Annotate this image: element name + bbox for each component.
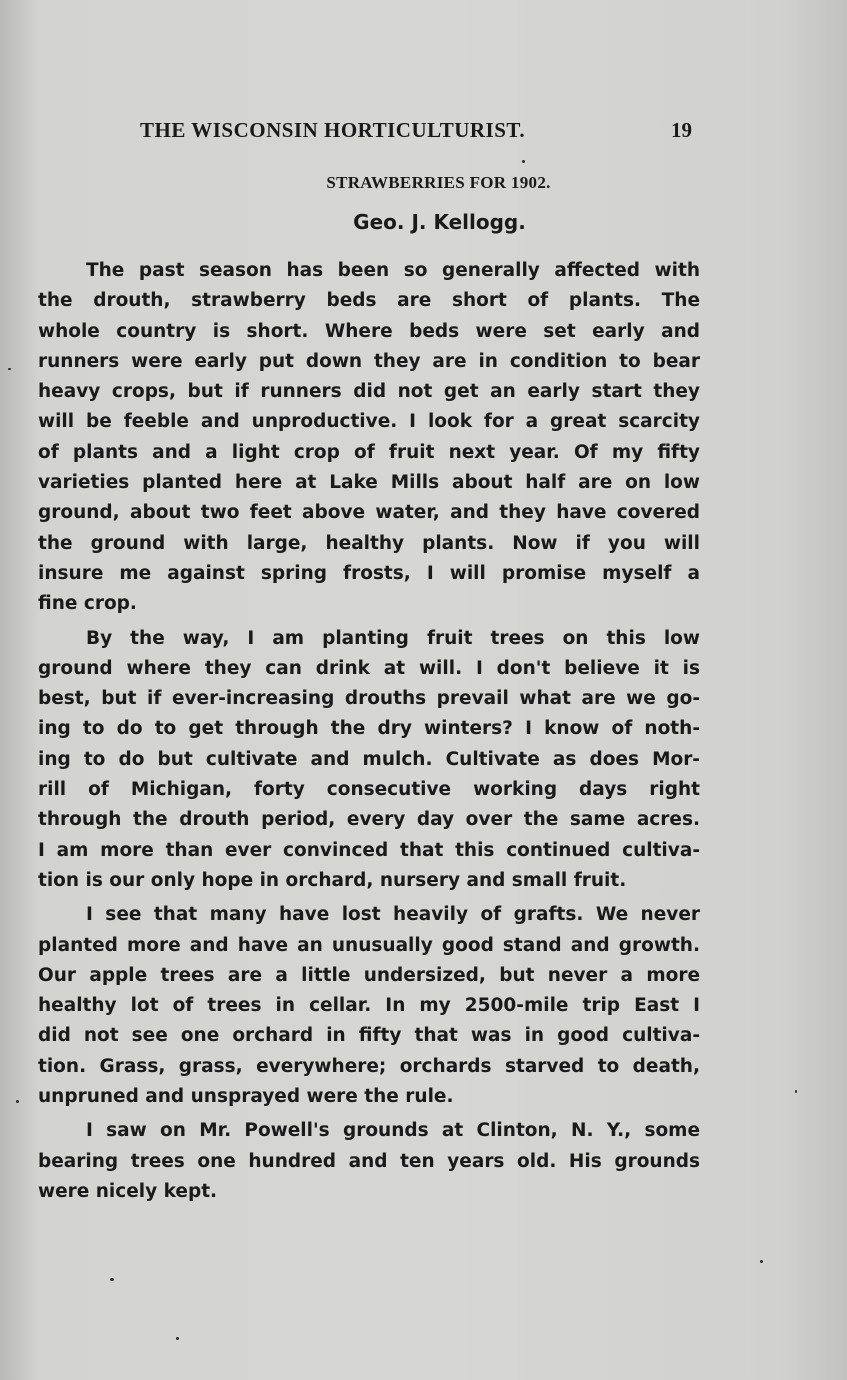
text-line: varieties planted here at Lake Mills about half are on low bbox=[38, 472, 700, 494]
text-line: Our apple trees are a little undersized, but never a more bbox=[38, 964, 700, 986]
text-line: ground, about two feet above water, and they have covered bbox=[38, 502, 700, 524]
text-line: the drouth, strawberry beds are short of plants. The bbox=[38, 290, 700, 312]
paragraph bbox=[38, 900, 700, 1112]
paragraph bbox=[38, 256, 700, 620]
text-line: rill of Michigan, forty consecutive working days right bbox=[38, 779, 700, 801]
text-line: were nicely kept. bbox=[38, 1180, 218, 1202]
running-title: THE WISCONSIN HORTICULTURIST. bbox=[140, 118, 526, 142]
text-line: best, but if ever-increasing drouths prevail what are we go- bbox=[38, 688, 700, 710]
print-speck bbox=[176, 1337, 179, 1340]
article-title: STRAWBERRIES FOR 1902. bbox=[326, 173, 551, 192]
page-number: 19 bbox=[671, 118, 692, 142]
text-line: By the way, I am planting fruit trees on this low bbox=[86, 627, 700, 649]
print-speck bbox=[795, 1090, 797, 1093]
text-line: unpruned and unsprayed were the rule. bbox=[38, 1086, 454, 1108]
text-line: insure me against spring frosts, I will promise myself a bbox=[38, 562, 700, 584]
text-line: whole country is short. Where beds were set early and bbox=[38, 320, 700, 342]
text-line: tion is our only hope in orchard, nursery and small fruit. bbox=[38, 869, 627, 891]
text-line: bearing trees one hundred and ten years old. His grounds bbox=[38, 1150, 700, 1172]
text-line: through the drouth period, every day over the same acres. bbox=[38, 809, 700, 831]
text-line: I am more than ever convinced that this continued cultiva- bbox=[38, 839, 700, 861]
print-speck bbox=[16, 1100, 19, 1103]
article-body bbox=[38, 256, 700, 1211]
text-line: I saw on Mr. Powell's grounds at Clinton, N. Y., some bbox=[86, 1120, 700, 1142]
paragraph bbox=[38, 624, 700, 897]
print-speck bbox=[8, 368, 11, 370]
text-line: healthy lot of trees in cellar. In my 2500-mile trip East I bbox=[38, 995, 700, 1017]
text-line: ing to do to get through the dry winters? I know of noth- bbox=[38, 718, 700, 740]
text-line: runners were early put down they are in condition to bear bbox=[38, 350, 700, 372]
text-line: fine crop. bbox=[38, 593, 137, 615]
text-line: ground where they can drink at will. I don't believe it is bbox=[38, 657, 700, 679]
print-speck bbox=[522, 160, 525, 163]
text-line: the ground with large, healthy plants. Now if you will bbox=[38, 532, 700, 554]
text-line: tion. Grass, grass, everywhere; orchards starved to death, bbox=[38, 1055, 700, 1077]
text-line: heavy crops, but if runners did not get an early start they bbox=[38, 381, 700, 403]
print-speck bbox=[110, 1278, 114, 1281]
text-line: will be feeble and unproductive. I look for a great scarcity bbox=[38, 411, 700, 433]
print-speck bbox=[760, 1260, 763, 1263]
text-line: The past season has been so generally affected with bbox=[86, 260, 700, 281]
running-head bbox=[140, 118, 700, 148]
text-line: ing to do but cultivate and mulch. Cultivate as does Mor- bbox=[38, 748, 700, 770]
text-line: did not see one orchard in fifty that was in good cultiva- bbox=[38, 1025, 700, 1047]
text-line: planted more and have an unusually good stand and growth. bbox=[38, 934, 700, 956]
text-line: I see that many have lost heavily of grafts. We never bbox=[86, 904, 700, 926]
article-author: Geo. J. Kellogg. bbox=[353, 210, 526, 234]
paragraph bbox=[38, 1116, 700, 1207]
text-line: of plants and a light crop of fruit next year. Of my fifty bbox=[38, 441, 700, 463]
